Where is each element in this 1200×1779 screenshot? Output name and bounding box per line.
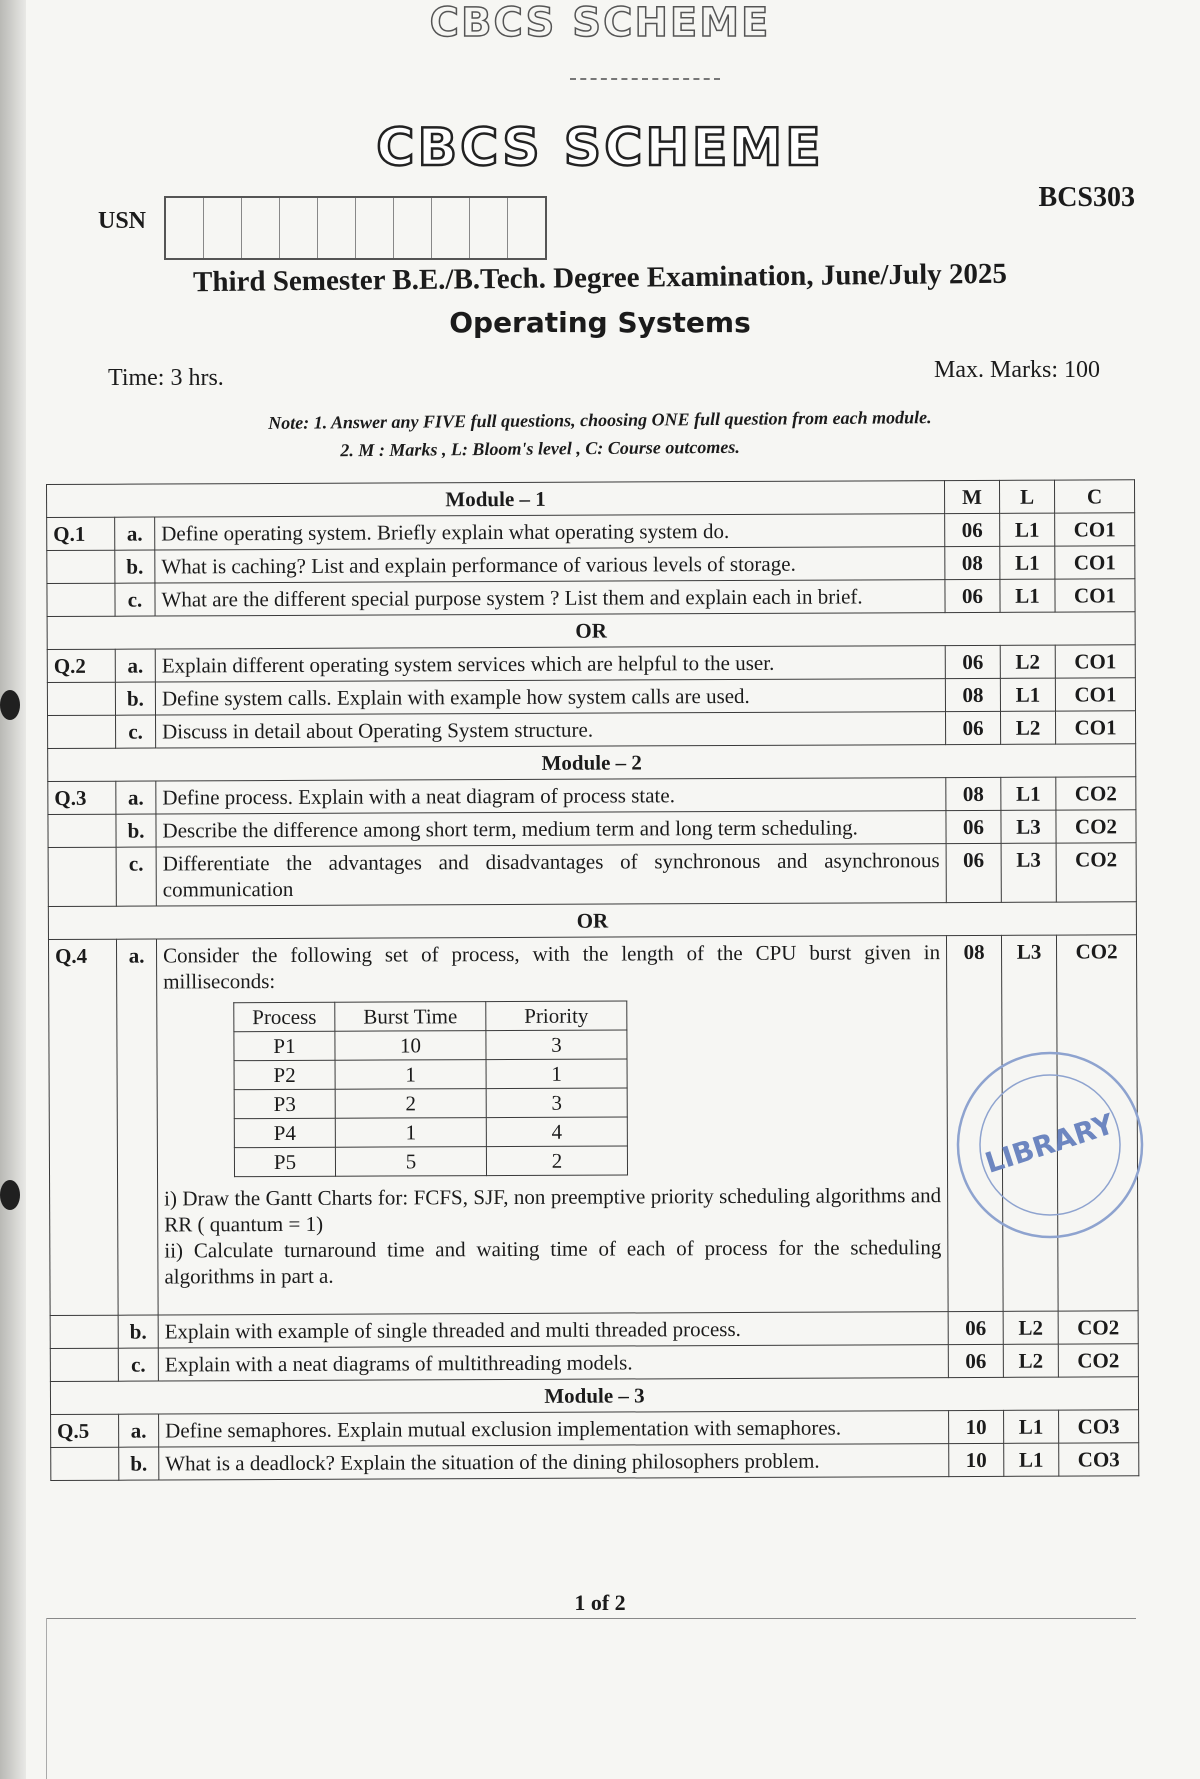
marks-cell: 08 — [946, 935, 1003, 1311]
usn-box — [394, 198, 432, 258]
question-part-ii: ii) Calculate turnaround time and waiting time of each of process for the scheduling algorithms in part a. — [164, 1235, 942, 1289]
subpart-label: a. — [119, 1414, 159, 1447]
question-number: Q.5 — [51, 1414, 119, 1447]
subpart-label: c. — [116, 847, 156, 906]
burst-row — [234, 1146, 627, 1177]
note-line-1: Note: 1. Answer any FIVE full questions, choosing ONE full question from each module. — [268, 407, 932, 433]
marks-cell: 06 — [945, 579, 1000, 612]
subpart-label: c. — [116, 715, 156, 748]
subpart-label: b. — [115, 682, 155, 715]
table-row — [48, 843, 1136, 907]
subpart-label: a. — [115, 517, 155, 550]
marks-cell: 06 — [945, 513, 1000, 546]
question-text: What are the different special purpose system ? List them and explain each in brief. — [155, 580, 945, 616]
outcome-cell: CO2 — [1056, 777, 1136, 810]
question-text: Discuss in detail about Operating System structure. — [156, 712, 946, 748]
level-cell: L1 — [1000, 546, 1055, 579]
module-2-heading: Module – 2 — [48, 744, 1136, 782]
marks-cell: 08 — [945, 678, 1000, 711]
question-text: Explain different operating system services which are helpful to the user. — [155, 646, 945, 682]
outcome-cell: CO1 — [1055, 678, 1135, 711]
table-row — [48, 777, 1136, 815]
usn-box — [318, 198, 356, 258]
question-part-i: i) Draw the Gantt Charts for: FCFS, SJF, non preemptive priority scheduling algorithms and RR ( quantum = 1) — [164, 1183, 942, 1237]
note-line-2: 2. M : Marks , L: Bloom's level , C: Course outcomes. — [340, 436, 740, 461]
table-row — [48, 711, 1136, 749]
pen-scribble — [570, 78, 720, 80]
course-code: BCS303 — [1038, 182, 1135, 213]
question-text: Define operating system. Briefly explain what operating system do. — [155, 514, 945, 550]
table-row — [47, 546, 1135, 584]
binding-edge — [0, 0, 26, 1779]
library-stamp — [950, 1045, 1150, 1245]
burst-cell: 1 — [335, 1060, 486, 1090]
priority-cell: 4 — [486, 1117, 627, 1147]
process-cell: P4 — [234, 1118, 335, 1147]
usn-box — [166, 198, 204, 258]
question-intro: Consider the following set of process, with the length of the CPU burst given in milliseconds: — [163, 940, 941, 994]
marks-cell: 08 — [945, 546, 1000, 579]
level-cell: L3 — [1001, 810, 1056, 843]
marks-cell: 06 — [946, 843, 1001, 902]
question-text: Differentiate the advantages and disadvantages of synchronous and asynchronous communication — [156, 844, 946, 906]
watermark-logo: CBCS SCHEME — [429, 0, 771, 46]
burst-row — [234, 1030, 627, 1061]
module-heading-row — [50, 1377, 1138, 1415]
module-header-row — [47, 480, 1135, 518]
burst-cell: 2 — [335, 1089, 486, 1119]
punch-hole — [0, 690, 20, 720]
process-cell: P5 — [234, 1147, 335, 1176]
process-cell: P1 — [234, 1031, 335, 1060]
subpart-label: b. — [118, 1315, 158, 1348]
level-cell: L2 — [1000, 645, 1055, 678]
marks-column-header: M — [944, 480, 999, 513]
outcome-cell: CO3 — [1059, 1443, 1139, 1476]
level-cell: L1 — [1000, 513, 1055, 546]
question-text: Define semaphores. Explain mutual exclusion implementation with semaphores. — [159, 1411, 949, 1447]
table-row — [47, 579, 1135, 617]
burst-cell: 10 — [335, 1031, 486, 1061]
outcome-cell: CO1 — [1055, 546, 1135, 579]
module-heading-row — [48, 744, 1136, 782]
outcome-cell: CO3 — [1059, 1410, 1139, 1443]
level-cell: L3 — [1001, 935, 1058, 1311]
subpart-label: c. — [118, 1348, 158, 1381]
subpart-label: b. — [115, 550, 155, 583]
usn-box — [356, 198, 394, 258]
time-label: Time: 3 hrs. — [108, 365, 224, 391]
outcome-cell: CO1 — [1056, 711, 1136, 744]
usn-box — [280, 198, 318, 258]
question-text: What is a deadlock? Explain the situation of the dining philosophers problem. — [159, 1444, 949, 1480]
level-cell: L1 — [1000, 579, 1055, 612]
level-cell: L3 — [1001, 843, 1056, 902]
outcome-cell: CO2 — [1056, 935, 1138, 1311]
burst-cell: 1 — [335, 1118, 486, 1148]
process-cell: P3 — [234, 1089, 335, 1118]
marks-cell: 10 — [949, 1410, 1004, 1443]
marks-cell: 06 — [945, 645, 1000, 678]
outcome-cell: CO2 — [1058, 1344, 1138, 1377]
subpart-label: b. — [116, 814, 156, 847]
usn-label: USN — [98, 208, 147, 234]
marks-cell: 06 — [946, 711, 1001, 744]
usn-box — [470, 198, 508, 258]
question-table — [46, 479, 1139, 1481]
usn-box — [508, 198, 545, 258]
marks-cell: 08 — [946, 777, 1001, 810]
question-text: Define system calls. Explain with example how system calls are used. — [155, 679, 945, 715]
margin-line — [46, 1618, 47, 1779]
burst-row — [234, 1088, 627, 1119]
subpart-label: a. — [116, 781, 156, 814]
marks-cell: 10 — [949, 1443, 1004, 1476]
question-number: Q.4 — [48, 939, 118, 1315]
priority-cell: 3 — [486, 1030, 627, 1060]
module-1-heading: Module – 1 — [47, 481, 945, 518]
burst-header-priority: Priority — [486, 1001, 627, 1031]
stamp-text: LIBRARY — [981, 1107, 1118, 1180]
outcome-cell: CO1 — [1055, 513, 1135, 546]
table-row — [50, 1311, 1138, 1349]
subpart-label: c. — [115, 583, 155, 616]
usn-box — [204, 198, 242, 258]
burst-cell: 5 — [335, 1147, 486, 1177]
module-3-heading: Module – 3 — [50, 1377, 1138, 1415]
punch-hole — [0, 1180, 20, 1210]
level-column-header: L — [999, 480, 1054, 513]
table-row — [48, 810, 1136, 848]
burst-time-table — [233, 1000, 628, 1177]
outcome-cell: CO1 — [1055, 645, 1135, 678]
level-cell: L2 — [1001, 711, 1056, 744]
level-cell: L1 — [1004, 1443, 1059, 1476]
usn-box — [432, 198, 470, 258]
question-text: Define process. Explain with a neat diagram of process state. — [156, 778, 946, 814]
question-text: What is caching? List and explain performance of various levels of storage. — [155, 547, 945, 583]
instructions-note — [0, 401, 1200, 467]
table-row — [47, 678, 1135, 716]
question-text-block — [156, 936, 948, 1315]
or-separator-row — [47, 612, 1135, 650]
question-number: Q.1 — [47, 517, 115, 550]
burst-header-process: Process — [234, 1002, 335, 1031]
table-row — [47, 645, 1135, 683]
outcome-cell: CO2 — [1056, 810, 1136, 843]
outcome-column-header: C — [1054, 480, 1134, 513]
subpart-label: a. — [115, 649, 155, 682]
level-cell: L2 — [1003, 1344, 1058, 1377]
marks-cell: 06 — [948, 1344, 1003, 1377]
priority-cell: 2 — [486, 1146, 627, 1176]
burst-row — [234, 1059, 627, 1090]
question-text: Explain with a neat diagrams of multithreading models. — [158, 1345, 948, 1381]
marks-cell: 06 — [946, 810, 1001, 843]
question-text: Explain with example of single threaded and multi threaded process. — [158, 1312, 948, 1348]
outcome-cell: CO2 — [1056, 843, 1136, 902]
usn-boxes — [164, 196, 547, 260]
exam-title: Third Semester B.E./B.Tech. Degree Examination, June/July 2025 — [192, 257, 1008, 299]
level-cell: L1 — [1001, 777, 1056, 810]
page-number: 1 of 2 — [574, 1590, 626, 1615]
subpart-label: b. — [119, 1447, 159, 1480]
burst-header-row — [234, 1001, 627, 1032]
level-cell: L1 — [1004, 1410, 1059, 1443]
level-cell: L2 — [1003, 1311, 1058, 1344]
max-marks-label: Max. Marks: 100 — [934, 357, 1100, 383]
question-number: Q.3 — [48, 781, 116, 814]
usn-box — [242, 198, 280, 258]
question-text: Describe the difference among short term, medium term and long term scheduling. — [156, 811, 946, 847]
subject-title: Operating Systems — [449, 306, 751, 339]
or-separator-row — [48, 902, 1136, 940]
question-number: Q.2 — [47, 649, 115, 682]
table-row — [47, 513, 1135, 551]
burst-row — [234, 1117, 627, 1148]
cbcs-scheme-logo: CBCS SCHEME — [376, 118, 824, 178]
table-row — [51, 1410, 1139, 1448]
priority-cell: 3 — [486, 1088, 627, 1118]
marks-cell: 06 — [948, 1311, 1003, 1344]
subpart-label: a. — [116, 939, 158, 1315]
table-row — [50, 1344, 1138, 1382]
outcome-cell: CO2 — [1058, 1311, 1138, 1344]
footer-rule — [46, 1618, 1136, 1619]
level-cell: L1 — [1000, 678, 1055, 711]
process-cell: P2 — [234, 1060, 335, 1089]
table-row — [51, 1443, 1139, 1481]
burst-header-time: Burst Time — [335, 1002, 486, 1032]
or-separator: OR — [48, 902, 1136, 940]
outcome-cell: CO1 — [1055, 579, 1135, 612]
or-separator: OR — [47, 612, 1135, 650]
priority-cell: 1 — [486, 1059, 627, 1089]
